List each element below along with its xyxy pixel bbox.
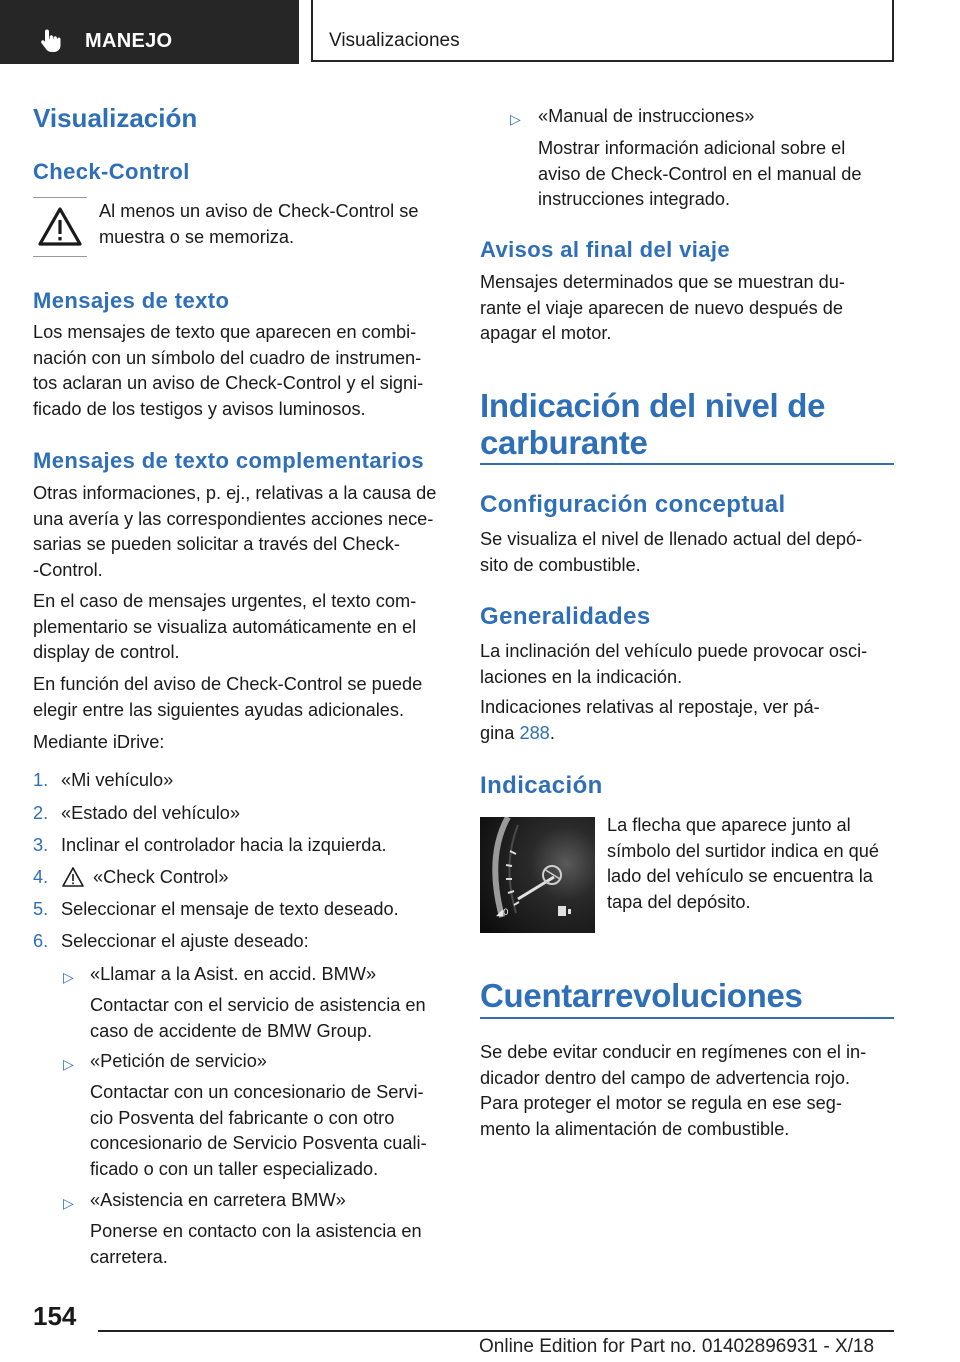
heading-mensajes: Mensajes de texto: [33, 288, 230, 313]
section-title: MANEJO: [85, 30, 173, 52]
options-list: ▷ «Llamar a la Asist. en accid. BMW» Contactar con el servicio de asistencia en caso de accidente de BMW Group. ▷ «Petición de servicio» Contactar con un concesionario de Servi- cio Posventa del fabricante o con otro concesionario de Servicio Posventa cuali- ficado o con un taller especializado. ▷ «Asistencia en carretera BMW» Ponerse en contacto con la asistencia en carretera.: [63, 964, 427, 1267]
hand-pointer-icon: [40, 28, 62, 52]
bullet-triangle-icon: ▷: [63, 1195, 74, 1211]
warning-triangle-icon: [33, 198, 87, 256]
compl-paragraph-4: Mediante iDrive:: [33, 732, 165, 752]
compl-paragraph-3: En función del aviso de Check-Control se puede elegir entre las siguientes ayudas adicionales.: [33, 674, 423, 720]
heading-rule: [480, 1017, 894, 1019]
heading-avisos: Avisos al final del viaje: [480, 237, 731, 262]
compl-paragraph-2: En el caso de mensajes urgentes, el texto com- plementario se visualiza automáticamente en el display de control.: [33, 591, 417, 662]
section-tab: [0, 0, 299, 64]
heading-config: Configuración conceptual: [480, 491, 786, 518]
heading-check-control: Check-Control: [33, 159, 190, 184]
warning-box: [33, 197, 87, 257]
bullet-triangle-icon: ▷: [510, 111, 521, 127]
heading-complementarios: Mensajes de texto complementarios: [33, 448, 424, 473]
compl-paragraph-1: Otras informaciones, p. ej., relativas a la causa de una avería y las correspondientes acciones nece- sarias se pueden solicitar a través del Check- -Control.: [33, 483, 437, 580]
fuel-gauge-graphic: [480, 817, 595, 933]
heading-indicacion: Indicación: [480, 772, 603, 799]
indicacion-paragraph: La flecha que aparece junto al símbolo del surtidor indica en qué lado del vehículo se encuentra la tapa del depósito.: [607, 815, 879, 912]
fuel-gauge-image: [480, 817, 595, 933]
heading-cuentarrevoluciones: Cuentarrevoluciones: [480, 977, 803, 1014]
gen-paragraph-1: La inclinación del vehículo puede provocar osci- laciones en la indicación.: [480, 641, 868, 687]
cuentarrev-paragraph: Se debe evitar conducir en regímenes con el in- dicador dentro del campo de advertencia rojo. Para proteger el motor se regula en ese seg- mento la alimentación de combustible.: [480, 1042, 867, 1139]
chapter-tab: [311, 0, 894, 62]
bullet-triangle-icon: ▷: [63, 1056, 74, 1072]
mensajes-paragraph: Los mensajes de texto que aparecen en combi- nación con un símbolo del cuadro de instrumen- tos aclaran un aviso de Check-Control y el signi- ficado de los testigos y avisos luminosos.: [33, 322, 424, 419]
heading-indicacion-nivel: Indicación del nivel de carburante: [480, 387, 826, 461]
check-control-text: Al menos un aviso de Check-Control se muestra o se memoriza.: [99, 201, 419, 247]
config-paragraph: Se visualiza el nivel de llenado actual del depó- sito de combustible.: [480, 529, 863, 575]
heading-visualizacion: Visualización: [33, 103, 198, 133]
gen-paragraph-2: Indicaciones relativas al repostaje, ver pá- gina 288.: [480, 697, 820, 743]
steps-list: 1. «Mi vehículo» 2. «Estado del vehículo» 3. Inclinar el controlador hacia la izquierda. 4. «Check Control» 5. Seleccionar el mensaje de texto deseado. 6. Seleccionar el ajuste deseado:: [33, 770, 399, 951]
warning-small-icon: [61, 866, 85, 888]
heading-rule: [480, 463, 894, 465]
footer-edition: Online Edition for Part no. 01402896931 - X/18: [479, 1336, 875, 1357]
page-link-288[interactable]: 288: [519, 722, 550, 743]
bullet-triangle-icon: ▷: [63, 969, 74, 985]
svg-text:◢0: ◢0: [496, 908, 509, 918]
chapter-title: Visualizaciones: [329, 30, 460, 51]
avisos-paragraph: Mensajes determinados que se muestran du- rante el viaje aparecen de nuevo después de apagar el motor.: [480, 272, 845, 343]
page-number: 154: [33, 1301, 77, 1331]
footer-rule: [98, 1330, 894, 1332]
heading-generalidades: Generalidades: [480, 603, 651, 630]
